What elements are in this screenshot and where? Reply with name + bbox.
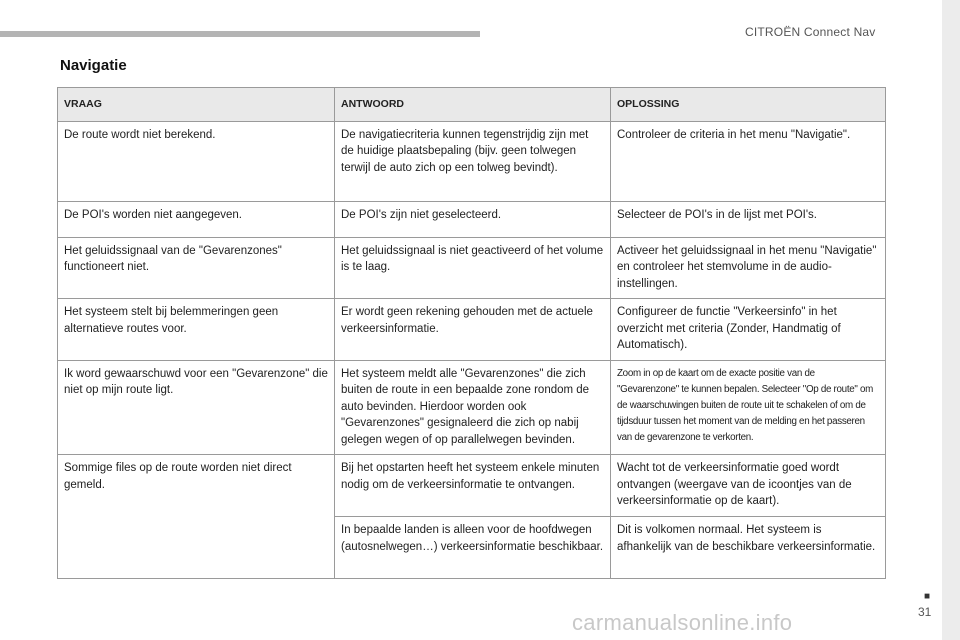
column-header-solution: OPLOSSING — [611, 88, 886, 122]
section-title: Navigatie — [60, 57, 127, 74]
question-cell: Het systeem stelt bij belemmeringen geen alternatieve routes voor. — [58, 299, 335, 361]
page-marker-icon: ■ — [924, 591, 931, 602]
column-header-answer: ANTWOORD — [335, 88, 611, 122]
question-cell: De route wordt niet berekend. — [58, 121, 335, 201]
solution-cell: Wacht tot de verkeersinformatie goed wordt ontvangen (weergave van de icoontjes van de verkeersinformatie op de kaart). — [611, 455, 886, 517]
answer-cell: Bij het opstarten heeft het systeem enkele minuten nodig om de verkeersinformatie te ontvangen. — [335, 455, 611, 517]
answer-cell: Het geluidssignaal is niet geactiveerd of het volume is te laag. — [335, 237, 611, 299]
page-edge-strip — [942, 0, 960, 640]
table-row — [58, 121, 886, 201]
question-cell: Ik word gewaarschuwd voor een "Gevarenzone" die niet op mijn route ligt. — [58, 360, 335, 455]
solution-cell: Activeer het geluidssignaal in het menu "Navigatie" en controleer het stemvolume in de audio-instellingen. — [611, 237, 886, 299]
header-bar — [0, 31, 480, 37]
solution-cell: Dit is volkomen normaal. Het systeem is afhankelijk van de beschikbare verkeersinformatie. — [611, 517, 886, 579]
table-row — [58, 299, 886, 361]
brand-label: CITROËN Connect Nav — [745, 25, 876, 39]
solution-cell: Controleer de criteria in het menu "Navigatie". — [611, 121, 886, 201]
answer-cell: De POI's zijn niet geselecteerd. — [335, 201, 611, 237]
solution-cell: Configureer de functie "Verkeersinfo" in het overzicht met criteria (Zonder, Handmatig of Automatisch). — [611, 299, 886, 361]
answer-cell: Er wordt geen rekening gehouden met de actuele verkeersinformatie. — [335, 299, 611, 361]
column-header-question: VRAAG — [58, 88, 335, 122]
answer-cell: Het systeem meldt alle "Gevarenzones" die zich buiten de route in een bepaalde zone rondom de auto bevinden. Hierdoor worden ook "Gevarenzones" gesignaleerd die zich op nabij gelegen wegen of op parallelwegen bevinden. — [335, 360, 611, 455]
solution-cell: Zoom in op de kaart om de exacte positie van de "Gevarenzone" te kunnen bepalen. Selecteer "Op de route" om de waarschuwingen buiten de route uit te schakelen of om de tijdsduur tussen het moment van de melding en het passeren van de gevarenzone te verkorten. — [611, 360, 886, 455]
answer-cell: In bepaalde landen is alleen voor de hoofdwegen (autosnelwegen…) verkeersinformatie beschikbaar. — [335, 517, 611, 579]
answer-cell: De navigatiecriteria kunnen tegenstrijdig zijn met de huidige plaatsbepaling (bijv. geen tolwegen terwijl de auto zich op een tolweg bevindt). — [335, 121, 611, 201]
table-header-row — [58, 88, 886, 122]
watermark: carmanualsonline.info — [572, 610, 793, 635]
table-row — [58, 201, 886, 237]
question-cell: Het geluidssignaal van de "Gevarenzones" functioneert niet. — [58, 237, 335, 299]
table-row — [58, 237, 886, 299]
solution-cell: Selecteer de POI's in de lijst met POI's. — [611, 201, 886, 237]
question-cell: Sommige files op de route worden niet direct gemeld. — [58, 455, 335, 579]
question-cell: De POI's worden niet aangegeven. — [58, 201, 335, 237]
page-number: 31 — [918, 605, 932, 619]
table-row — [58, 455, 886, 517]
table-row — [58, 360, 886, 455]
faq-table — [57, 87, 886, 579]
